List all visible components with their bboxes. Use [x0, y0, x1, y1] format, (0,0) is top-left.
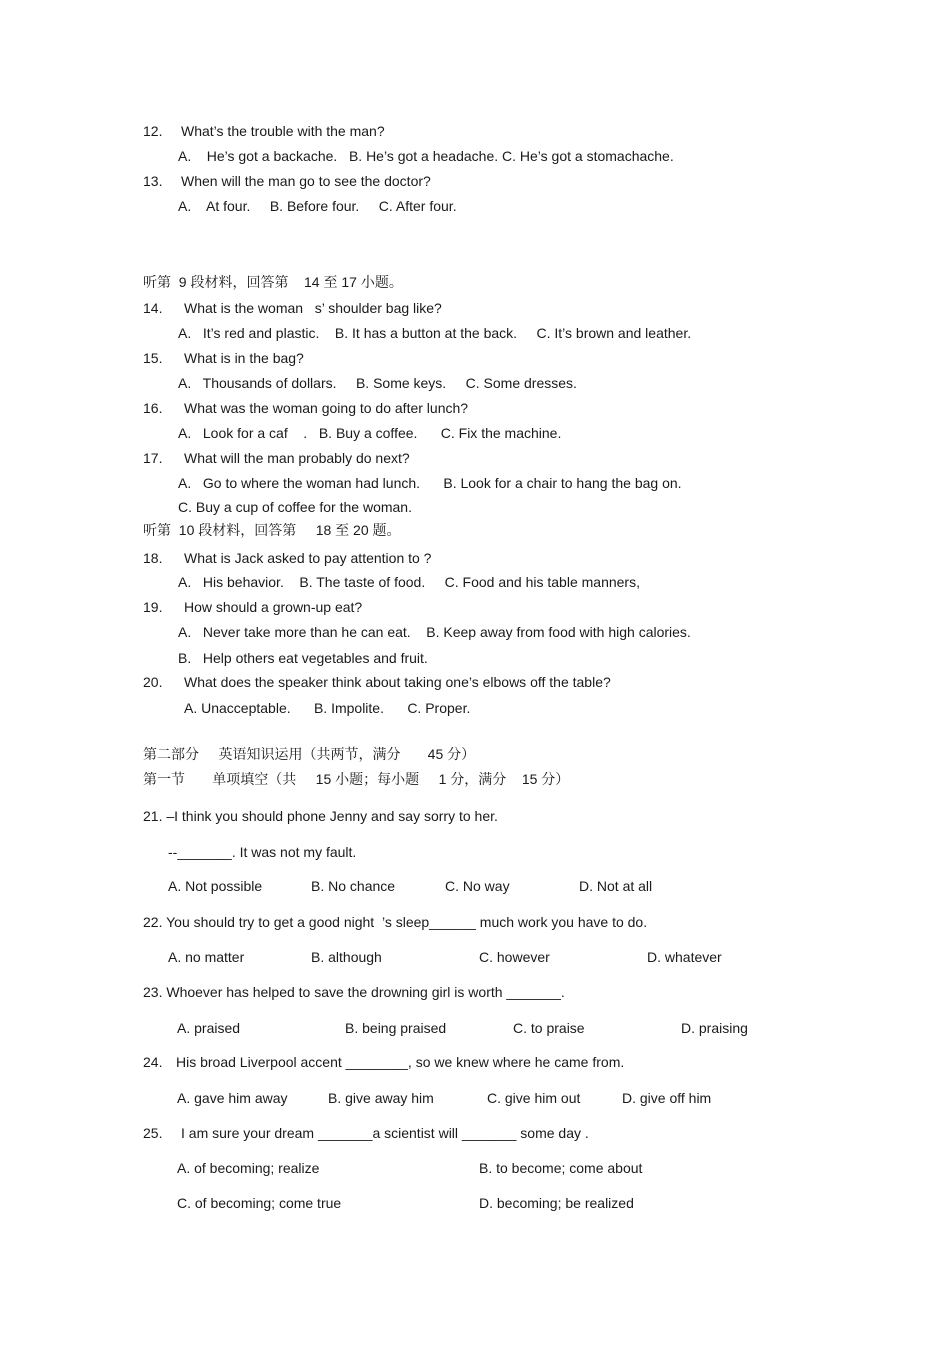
q23-question: 23. Whoever has helped to save the drowning girl is worth _______. [143, 984, 565, 1000]
q24-option-d: D. give off him [622, 1090, 712, 1106]
q25-option-b: B. to become; come about [479, 1160, 643, 1176]
q23-option-d: D. praising [681, 1020, 748, 1036]
section-1-heading: 第一节 单项填空（共 15 小题；每小题 1 分，满分 15 分） [143, 771, 570, 787]
q16-options: A. Look for a caf . B. Buy a coffee. C. Fix the machine. [178, 425, 562, 441]
q24-option-b: B. give away him [328, 1090, 434, 1106]
q22-question: 22. You should try to get a good night ’s sleep______ much work you have to do. [143, 914, 648, 930]
q15-question: What is in the bag? [184, 350, 304, 366]
q23-option-b: B. being praised [345, 1020, 447, 1036]
q25-number: 25. [143, 1125, 163, 1141]
q20-number: 20. [143, 674, 163, 690]
q12-question: What’s the trouble with the man? [181, 123, 385, 139]
q12-options: A. He’s got a backache. B. He’s got a headache. C. He’s got a stomachache. [178, 148, 674, 164]
q25-question: I am sure your dream _______a scientist will _______ some day . [181, 1125, 589, 1141]
q14-question: What is the woman s’ shoulder bag like? [184, 300, 442, 316]
q20-question: What does the speaker think about taking one’s elbows off the table? [184, 674, 611, 690]
q23-option-c: C. to praise [513, 1020, 585, 1036]
q22-option-c: C. however [479, 949, 550, 965]
q17-question: What will the man probably do next? [184, 450, 410, 466]
q25-option-d: D. becoming; be realized [479, 1195, 634, 1211]
q13-number: 13. [143, 173, 163, 189]
q21-question: 21. –I think you should phone Jenny and say sorry to her. [143, 808, 498, 824]
q19-question: How should a grown-up eat? [184, 599, 363, 615]
q14-options: A. It’s red and plastic. B. It has a button at the back. C. It’s brown and leather. [178, 325, 692, 341]
q21-option-d: D. Not at all [579, 878, 653, 894]
q18-options: A. His behavior. B. The taste of food. C. Food and his table manners, [178, 574, 640, 590]
q13-question: When will the man go to see the doctor? [181, 173, 431, 189]
q21-option-a: A. Not possible [168, 878, 263, 894]
q22-option-b: B. although [311, 949, 382, 965]
q13-options: A. At four. B. Before four. C. After four. [178, 198, 457, 214]
q18-question: What is Jack asked to pay attention to ? [184, 550, 432, 566]
q21-response: --_______. It was not my fault. [168, 844, 357, 860]
q25-option-c: C. of becoming; come true [177, 1195, 342, 1211]
q17-number: 17. [143, 450, 163, 466]
q19-options-line1: A. Never take more than he can eat. B. Keep away from food with high calories. [178, 624, 691, 640]
q17-options-line2: C. Buy a cup of coffee for the woman. [178, 499, 412, 515]
q23-option-a: A. praised [177, 1020, 241, 1036]
q24-question: His broad Liverpool accent ________, so we knew where he came from. [176, 1054, 625, 1070]
part-2-heading: 第二部分 英语知识运用（共两节，满分 45 分） [143, 746, 476, 762]
q16-question: What was the woman going to do after lunch? [184, 400, 469, 416]
q15-number: 15. [143, 350, 163, 366]
q19-options-line2: B. Help others eat vegetables and fruit. [178, 650, 428, 666]
q12-number: 12. [143, 123, 163, 139]
q15-options: A. Thousands of dollars. B. Some keys. C. Some dresses. [178, 375, 577, 391]
q24-option-a: A. gave him away [177, 1090, 288, 1106]
q24-number: 24. [143, 1054, 163, 1070]
q22-option-a: A. no matter [168, 949, 245, 965]
q25-option-a: A. of becoming; realize [177, 1160, 320, 1176]
q21-option-b: B. No chance [311, 878, 396, 894]
q14-number: 14. [143, 300, 163, 316]
q22-option-d: D. whatever [647, 949, 722, 965]
q24-option-c: C. give him out [487, 1090, 581, 1106]
section-9-heading: 听第 9 段材料，回答第 14 至 17 小题。 [143, 274, 403, 290]
q19-number: 19. [143, 599, 163, 615]
q18-number: 18. [143, 550, 163, 566]
q17-options-line1: A. Go to where the woman had lunch. B. Look for a chair to hang the bag on. [178, 475, 682, 491]
q21-option-c: C. No way [445, 878, 510, 894]
q20-options: A. Unacceptable. B. Impolite. C. Proper. [184, 700, 471, 716]
section-10-heading: 听第 10 段材料，回答第 18 至 20 题。 [143, 522, 401, 538]
q16-number: 16. [143, 400, 163, 416]
